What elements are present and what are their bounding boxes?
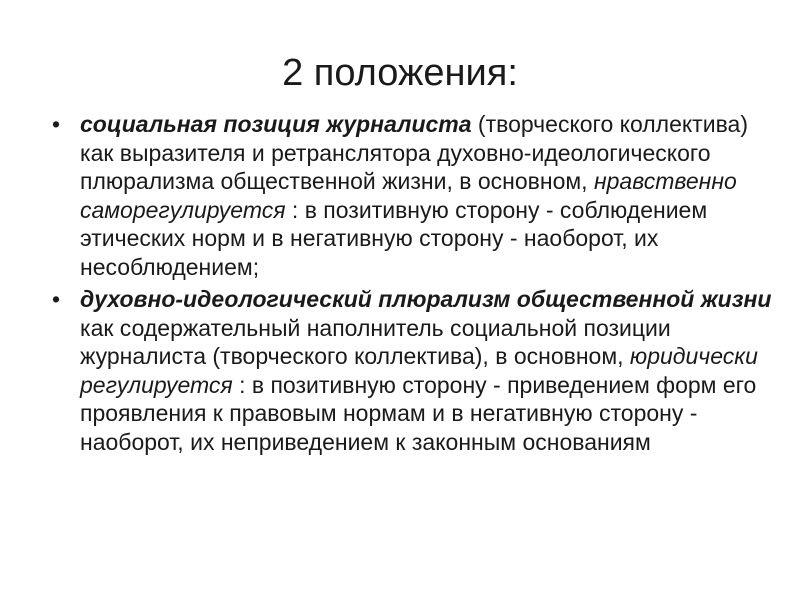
bullet-item-pluralism [52,285,772,456]
bullet-lead-text: социальная позиция журналиста [80,111,472,137]
bullet-lead-text: духовно-идеологический плюрализм общественной жизни [80,286,772,312]
bullet-dot-icon: • [52,111,61,137]
bullet-italic-text: нравственно саморегулируется [80,168,737,223]
bullet-italic-text: юридически регулируется [80,343,758,398]
bullet-item-social-position [52,110,772,281]
bullet-body-text-end: : в позитивную сторону - приведением форм его проявления к правовым нормам и в негативную сторону - наоборот, их неприведением к законным основаниям [80,371,757,455]
slide-title: 2 положения: [282,52,518,94]
bullet-dot-icon: • [52,286,61,312]
bullet-body-text: как содержательный наполнитель социальной позиции журналиста (творческого коллектива), в основном, [80,314,671,369]
bullet-body-text: (творческого коллектива) как выразителя и ретранслятора духовно-идеологического плюрализма общественной жизни, в основном, [80,111,748,194]
bullet-list [52,110,772,460]
bullet-body-text-end: : в позитивную сторону - соблюдением этических норм и в негативную сторону - наоборот, их несоблюдением; [80,196,708,280]
